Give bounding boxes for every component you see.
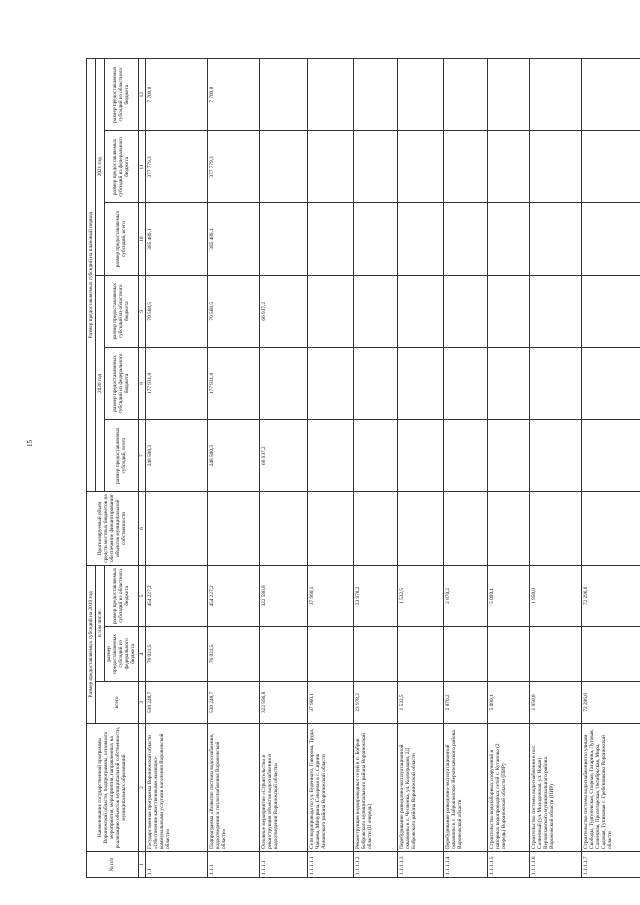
total-2021 — [353, 203, 397, 275]
header-reserve: Прогнозируемый объем средств местных бюджетов на обеспечение финансирования объектов муниципальной собственности — [87, 492, 139, 565]
row-name: Перебуривание разведочно-эксплуатационной скважины в с. Заброшенское Верхнехавского района Воронежской области — [443, 724, 487, 852]
col-index: 3 — [138, 681, 145, 724]
page-number: 15 — [26, 440, 34, 447]
obl-2020 — [487, 275, 529, 347]
table-row — [259, 59, 307, 878]
obl-2021 — [529, 59, 581, 131]
local-funds — [259, 492, 307, 565]
fed-2020 — [529, 347, 581, 419]
obl-2021: 7 709,8 — [145, 59, 207, 131]
fed-2020 — [487, 347, 529, 419]
total-2021 — [529, 203, 581, 275]
row-name: Строительство системы водоснабжения по улицам Свободы, Тургеневская, Спорная, Гагарина, Луговая, Солнечная, Пролетарская, Октябрьская, Мира, Садовая, Тупиковая с. Гребенниково Воронежской области — [581, 724, 640, 852]
total-2020: 248 500,3 — [207, 420, 259, 492]
obl-2021 — [259, 59, 307, 131]
row-name: Подпрограмма «Развитие системы водоснабжения, водоотведения и теплоснабжения Воронежской области» — [207, 724, 259, 852]
row-name: Сети водопровода по ул. Буденного, Говорова, Труда, Чапаева, Мичурина, Северная в с. Сирник Аннинского района Воронежской области — [307, 724, 353, 852]
header-year-2020: 2020 год — [96, 275, 105, 492]
total-2020 — [581, 420, 640, 492]
total-2019: 5 090,1 — [487, 681, 529, 724]
obl-2019: 37 960,1 — [307, 565, 353, 627]
total-2020 — [529, 420, 581, 492]
fed-2021 — [443, 131, 487, 203]
header-2019-fed: размер предоставляемых субсидий из федерального бюджета — [105, 627, 138, 681]
obl-2020 — [353, 275, 397, 347]
table-row — [443, 59, 487, 878]
fed-2019: 76 021,5 — [207, 627, 259, 681]
rotated-document-table — [86, 58, 613, 878]
row-name: Строительство системы водоснабжения в пос. Солнечный (ул. Молодежная, ул. Новая) Верхнехавского муниципального района Воронежской области (ПИР) — [529, 724, 581, 852]
row-name: Основное мероприятие «Строительство и реконструкция объектов водоснабжения и водоотведения Воронежской области» — [259, 724, 307, 852]
row-name: Перебуривание разведочно-эксплуатационной скважины в с. Чесменка, ул. Кооперации, 2Д Бобровского района Воронежской области — [397, 724, 443, 852]
header-2020-fed: размер предоставляемых субсидий из федерального бюджета — [105, 347, 138, 419]
obl-2019: 5 090,1 — [487, 565, 529, 627]
local-funds — [397, 492, 443, 565]
obl-2019: 72 296,6 — [581, 565, 640, 627]
header-2019-incl: в том числе: — [96, 565, 105, 681]
header-year-2021: 2021 год — [96, 59, 105, 276]
obl-2019: 454 227,2 — [145, 565, 207, 627]
col-index: 12 — [138, 59, 145, 131]
fed-2021 — [259, 131, 307, 203]
total-2021 — [307, 203, 353, 275]
obl-2020 — [581, 275, 640, 347]
total-2021 — [443, 203, 487, 275]
fed-2019 — [487, 627, 529, 681]
total-2020 — [397, 420, 443, 492]
obl-2019: 1 532,5 — [397, 565, 443, 627]
local-funds — [581, 492, 640, 565]
total-2019: 530 248,7 — [145, 681, 207, 724]
row-name: Реконструкция водопроводных сетей в п. Бобров Бобровского муниципального района Воронежской области (II очередь) — [353, 724, 397, 852]
fed-2021 — [397, 131, 443, 203]
total-2021 — [581, 203, 640, 275]
total-2020 — [353, 420, 397, 492]
obl-2020: 70 568,5 — [207, 275, 259, 347]
row-number: 1.1.1.1.5 — [487, 851, 529, 877]
row-number: 1.1.1.1.3 — [397, 851, 443, 877]
total-2021 — [487, 203, 529, 275]
col-index: 7 — [138, 420, 145, 492]
header-2021-total: размер предоставляемых субсидий, всего — [105, 203, 138, 275]
total-2019: 2 870,2 — [443, 681, 487, 724]
local-funds — [487, 492, 529, 565]
header-name: Наименование государственной программы Воронежской области, подпрограммы, основного мероприятия, мероприятия, направленных на реализацию объектов муниципальной собственности, муниципальных образований — [87, 724, 139, 852]
total-2020 — [307, 420, 353, 492]
fed-2021: 377 779,3 — [145, 131, 207, 203]
fed-2021: 377 779,3 — [207, 131, 259, 203]
total-2021: 385 489,1 — [145, 203, 207, 275]
col-index: 4 — [138, 627, 145, 681]
total-2020: 66 937,2 — [259, 420, 307, 492]
total-2021: 385 489,1 — [207, 203, 259, 275]
obl-2019: 454 227,2 — [207, 565, 259, 627]
obl-2021 — [443, 59, 487, 131]
obl-2021 — [307, 59, 353, 131]
obl-2021: 7 709,8 — [207, 59, 259, 131]
table-body — [145, 59, 640, 878]
fed-2020: 177 931,8 — [207, 347, 259, 419]
total-2021 — [259, 203, 307, 275]
header-plan: Размер предоставляемых субсидий на плановый период — [87, 59, 96, 492]
table-row — [353, 59, 397, 878]
fed-2020 — [443, 347, 487, 419]
header-no: № п/п — [87, 851, 139, 877]
obl-2019: 322 596,8 — [259, 565, 307, 627]
total-2020 — [443, 420, 487, 492]
local-funds — [145, 492, 207, 565]
fed-2019 — [443, 627, 487, 681]
local-funds — [443, 492, 487, 565]
total-2019: 1 950,0 — [529, 681, 581, 724]
col-index: 1 — [138, 851, 145, 877]
fed-2019 — [307, 627, 353, 681]
header-2021-fed: размер предоставляемых субсидий из федерального бюджета — [105, 131, 138, 203]
obl-2019: 2 870,2 — [443, 565, 487, 627]
fed-2021 — [307, 131, 353, 203]
table-header — [87, 59, 146, 878]
fed-2019 — [259, 627, 307, 681]
total-2020: 248 500,3 — [145, 420, 207, 492]
row-number: 1.1.1.1.1 — [307, 851, 353, 877]
total-2019: 322 596,8 — [259, 681, 307, 724]
row-number: 1.1.1.1.6 — [529, 851, 581, 877]
fed-2019 — [397, 627, 443, 681]
obl-2020: 70 568,5 — [145, 275, 207, 347]
obl-2020 — [443, 275, 487, 347]
table-row — [397, 59, 443, 878]
fed-2019 — [353, 627, 397, 681]
fed-2021 — [353, 131, 397, 203]
row-number: 1.1.1 — [207, 851, 259, 877]
row-number: 1.1.1.1.2 — [353, 851, 397, 877]
obl-2020 — [307, 275, 353, 347]
header-2020-obl: размер предоставляемых субсидий из областного бюджета — [105, 275, 138, 347]
obl-2021 — [353, 59, 397, 131]
obl-2021 — [397, 59, 443, 131]
obl-2021 — [581, 59, 640, 131]
header-2019-obl: размер предоставляемых субсидий из областного бюджета — [105, 565, 138, 627]
total-2019: 530 248,7 — [207, 681, 259, 724]
obl-2020 — [397, 275, 443, 347]
col-index: 10 — [138, 203, 145, 275]
table-row — [487, 59, 529, 878]
fed-2020 — [259, 347, 307, 419]
fed-2020 — [397, 347, 443, 419]
table-row — [307, 59, 353, 878]
header-2020-total: размер предоставляемых субсидий, всего — [105, 420, 138, 492]
row-number: 1.1 — [145, 851, 207, 877]
obl-2020 — [529, 275, 581, 347]
table-row — [145, 59, 207, 878]
col-index: 2 — [138, 724, 145, 852]
col-index: 5 — [138, 565, 145, 627]
local-funds — [207, 492, 259, 565]
col-index: 6 — [138, 492, 145, 565]
fed-2020 — [581, 347, 640, 419]
row-number: 1.1.1.1.7 — [581, 851, 640, 877]
obl-2019: 1 950,0 — [529, 565, 581, 627]
total-2021 — [397, 203, 443, 275]
header-2021-obl: размер предоставляемых субсидий из областного бюджета — [105, 59, 138, 131]
col-index: 11 — [138, 131, 145, 203]
fed-2020 — [307, 347, 353, 419]
local-funds — [307, 492, 353, 565]
header-2019: Размер предоставляемых субсидий на 2019 год — [87, 565, 96, 724]
fed-2021 — [487, 131, 529, 203]
total-2019: 23 978,2 — [353, 681, 397, 724]
obl-2020: 66 937,2 — [259, 275, 307, 347]
total-2019: 72 296,6 — [581, 681, 640, 724]
obl-2021 — [487, 59, 529, 131]
fed-2019 — [581, 627, 640, 681]
local-funds — [529, 492, 581, 565]
col-index: 9 — [138, 275, 145, 347]
row-name: Строительство водозаборных сооружений и напорных водопроводных сетей с. Кутаново (2 очередь) Воронежской области (ПИР) — [487, 724, 529, 852]
col-index: 8 — [138, 347, 145, 419]
fed-2020 — [353, 347, 397, 419]
total-2019: 37 960,1 — [307, 681, 353, 724]
row-number: 1.1.1.1 — [259, 851, 307, 877]
total-2019: 1 532,5 — [397, 681, 443, 724]
total-2020 — [487, 420, 529, 492]
fed-2021 — [581, 131, 640, 203]
fed-2019: 76 021,5 — [145, 627, 207, 681]
table-row — [581, 59, 640, 878]
subsidy-table — [86, 58, 640, 878]
column-index-row — [138, 59, 145, 878]
fed-2021 — [529, 131, 581, 203]
table-row — [207, 59, 259, 878]
local-funds — [353, 492, 397, 565]
row-number: 1.1.1.1.4 — [443, 851, 487, 877]
fed-2020: 177 931,8 — [145, 347, 207, 419]
header-2019-total: всего — [96, 681, 138, 724]
fed-2019 — [529, 627, 581, 681]
obl-2019: 23 978,2 — [353, 565, 397, 627]
row-name: Государственная программа Воронежской области «Обеспечение качественными жилищно-коммунальными услугами населения Воронежской области» — [145, 724, 207, 852]
table-row — [529, 59, 581, 878]
